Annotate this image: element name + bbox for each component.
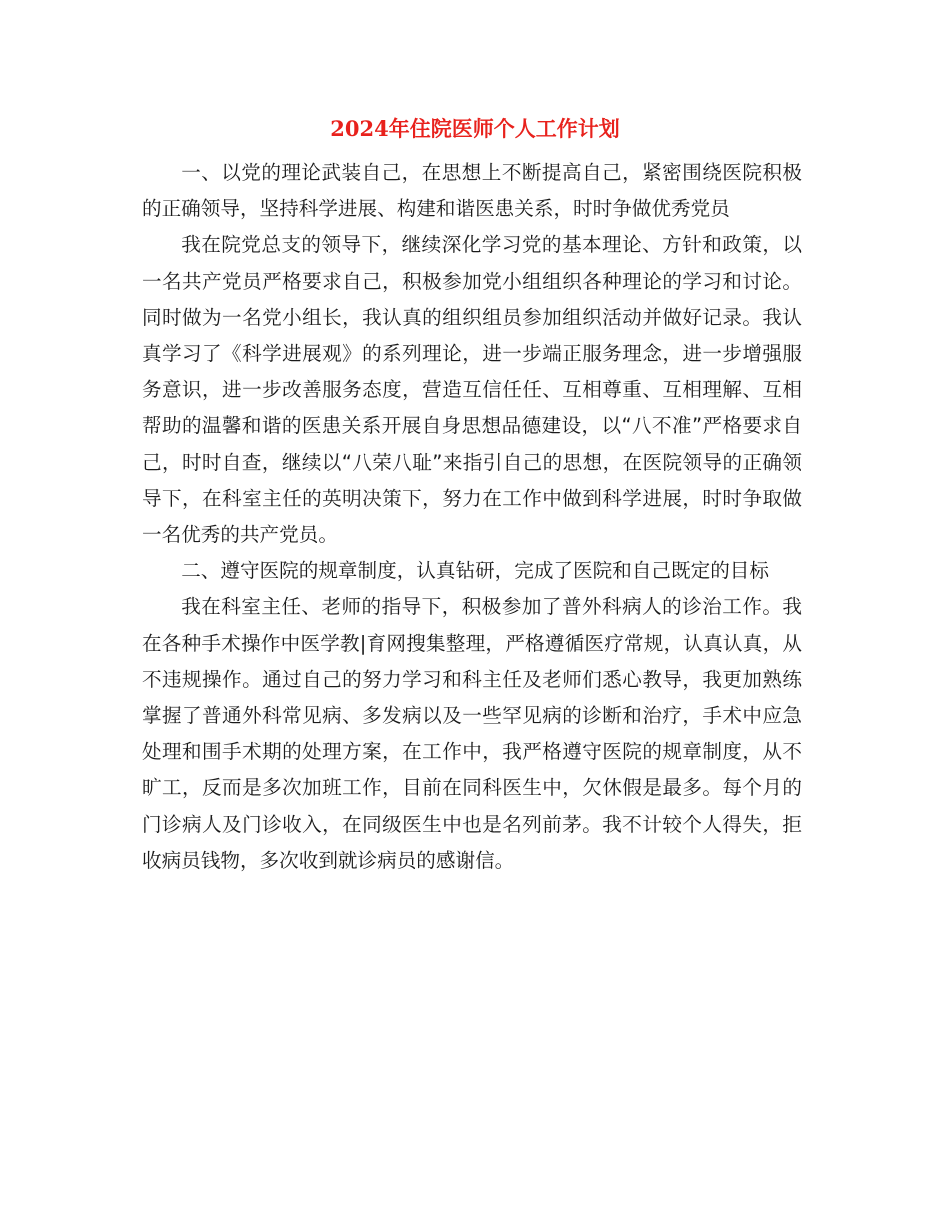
paragraph-section-2-heading: 二、遵守医院的规章制度，认真钻研，完成了医院和自己既定的目标 [181,559,769,583]
document-body [142,155,802,879]
document-title: 2024年住院医师个人工作计划 [330,116,620,141]
paragraph-section-2-body: 我在科室主任、老师的指导下，积极参加了普外科病人的诊治工作。我在各种手术操作中医学教|育网搜集整理，严格遵循医疗常规，认真认真，从不违规操作。通过自己的努力学习和科主任及老师们悉心教导，我更加熟练掌握了普通外科常见病、多发病以及一些罕见病的诊断和治疗，手术中应急处理和围手术期的处理方案，在工作中，我严格遵守医院的规章制度，从不旷工，反而是多次加班工作，目前在同科医生中，欠休假是最多。每个月的门诊病人及门诊收入，在同级医生中也是名列前茅。我不计较个人得失，拒收病员钱物，多次收到就诊病员的感谢信。 [142,595,802,872]
paragraph-section-1-heading: 一、以党的理论武装自己，在思想上不断提高自己，紧密围绕医院积极的正确领导，坚持科学进展、构建和谐医患关系，时时争做优秀党员 [142,161,802,221]
paragraph-section-1-body: 我在院党总支的领导下，继续深化学习党的基本理论、方针和政策，以一名共产党员严格要求自己，积极参加党小组组织各种理论的学习和讨论。同时做为一名党小组长，我认真的组织组员参加组织活动并做好记录。我认真学习了《科学进展观》的系列理论，进一步端正服务理念，进一步增强服务意识，进一步改善服务态度，营造互信任任、互相尊重、互相理解、互相帮助的温馨和谐的医患关系开展自身思想品德建设，以“八不准”严格要求自己，时时自查，继续以“八荣八耻”来指引自己的思想，在医院领导的正确领导下，在科室主任的英明决策下，努力在工作中做到科学进展，时时争取做一名优秀的共产党员。 [142,233,802,547]
